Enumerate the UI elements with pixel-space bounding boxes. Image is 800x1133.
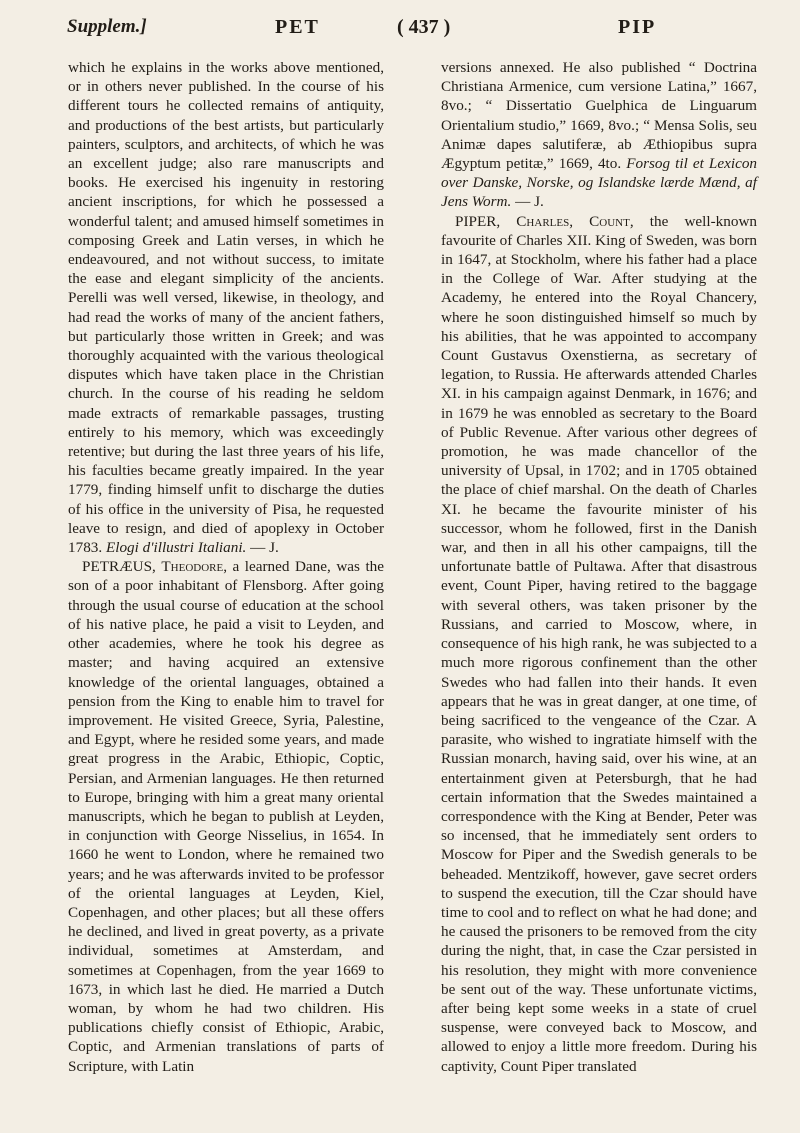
entry-piper: PIPER, Charles, Count, the well-known favourite of Charles XII. King of Sweden, was born in 1647, at Stockholm, where his father had a place in the College of War. After studying at the Academy, he entered into the Royal Chancery, where he soon distinguished himself so much by his abilities, that he was appointed to accompany Count Gustavus Oxenstierna, as secretary of legation, to Russia. He afterwards attended Charles XI. in his campaign against Denmark, in 1676; and in 1679 he was ennobled as secretary to the Board of Public Revenue. After various other degrees of promotion, he was made chancellor of the university of Upsal, in 1702; and in 1705 obtained the place of chief marshal. On the death of Charles XI. he became the favourite minister of his successor, whom he followed, first in the Danish war, and then in all his other campaigns, till the unfortunate battle of Pultawa. After that disastrous event, Count Piper, having retired to the baggage with several others, was taken prisoner by the Russians, and carried to Moscow, where, in consequence of his high rank, he was subjected to a much more rigorous confinement than the other Swedes who had fallen into their hands. It even appears that he was in great danger, at one time, of being sacrificed to the vengeance of the Czar. A parasite, who wished to ingratiate himself with the Russian monarch, having said, over his wine, at an entertainment given at Petersburgh, that he had certain information that the Swedes maintained a correspondence with the King at Bender, Peter was so incensed, that he immediately sent orders to Moscow for Piper and the Swedish generals to be beheaded. Mentzikoff, however, gave secret orders to suspend the execution, till the Czar should have time to cool and to reflect on what he had done; and he caused the prisoners to be removed from the city during the night, that, in case the Czar persisted in his resolution, they might with more convenience be sent out of the way. These unfortunate victims, after being kept some weeks in a state of cruel suspense, were conveyed back to Moscow, and allowed to enjoy a little more freedom. During his captivity, Count Piper translated xyxy=(441,212,758,1075)
signature: — J. xyxy=(515,193,544,211)
header-word-left: PET xyxy=(275,16,320,38)
citation: Forsog til et Lexicon over Danske, Norske, og Islandske lærde Mænd, af Jens Worm. xyxy=(441,155,758,211)
entry-heading: PETRÆUS, xyxy=(82,558,156,576)
entry-petraeus-end: versions annexed. He also published “ Doctrina Christiana Armenice, cum versione Latina,” 1667, 8vo.; “ Dissertatio Guelphica de Linguarum Orientalium studio,” 1669, 8vo.; “ Mensa Solis, seu Animæ dapes salutiferæ, ab Æthiopibus supra Ægyptum petitæ,” 1669, 4to. Forsog til et Lexicon over Danske, Norske, og Islandske lærde Mænd, af Jens Worm. — J. xyxy=(441,59,758,211)
entry-name: Theodore, xyxy=(161,558,227,576)
section-label: Supplem.] xyxy=(67,16,147,37)
right-column xyxy=(441,58,757,1076)
header-word-right: PIP xyxy=(618,16,657,38)
running-header xyxy=(67,16,757,48)
signature: — J. xyxy=(250,539,279,557)
entry-petraeus: PETRÆUS, Theodore, a learned Dane, was the son of a poor inhabitant of Flensborg. After going through the usual course of education at the school of his native place, he paid a visit to Leyden, and other academies, where he took his degree as master; and having acquired an extensive knowledge of the oriental languages, obtained a pension from the King to enable him to travel for improvement. He visited Greece, Syria, Palestine, and Egypt, where he resided some years, and made great progress in the Arabic, Ethiopic, Coptic, Persian, and Armenian languages. He then returned to Europe, bringing with him a great many oriental manuscripts, which he began to publish at Leyden, in conjunction with George Nisselius, in 1654. In 1660 he went to London, where he remained two years; and he was afterwards invited to be professor of the oriental languages at Leyden, Kiel, Copenhagen, and other places; but all these offers he declined, and lived in great poverty, as a private individual, sometimes at Amsterdam, and sometimes at Copenhagen, from the year 1669 to 1673, in which last he died. He married a Dutch woman, by whom he had two children. His publications chiefly consist of Ethiopic, Arabic, Coptic, and Armenian translations of parts of Scripture, with Latin xyxy=(68,558,384,1075)
page-number: ( 437 ) xyxy=(397,16,451,38)
left-column xyxy=(68,58,384,1076)
entry-perelli-end: which he explains in the works above mentioned, or in others never published. In the course of his different tours he collected remains of antiquity, and productions of the best artists, but particularly painters, sculptors, and architects, of which he was an excellent judge; also rare manuscripts and books. He exercised his ingenuity in restoring ancient inscriptions, for which he possessed a wonderful talent; and amused himself sometimes in composing Greek and Latin verses, in which he endeavoured, and not without success, to imitate the ease and elegant simplicity of the ancients. Perelli was well versed, likewise, in theology, and had read the works of many of the ancient fathers, but particularly those written in Greek; and was thoroughly acquainted with the various theological disputes which have taken place in the Christian church. In the course of his reading he seldom made extracts of remarkable passages, trusting entirely to his memory, which was exceedingly retentive; but during the last three years of his life, his faculties became greatly impaired. In the year 1779, finding himself unfit to discharge the duties of his office in the university of Pisa, he requested leave to resign, and died of apoplexy in October 1783. Elogi d'illustri Italiani. — J. xyxy=(68,59,384,557)
entry-heading: PIPER, xyxy=(455,212,501,230)
citation: Elogi d'illustri Italiani. xyxy=(105,539,247,557)
entry-name: Charles, Count, xyxy=(516,212,634,230)
